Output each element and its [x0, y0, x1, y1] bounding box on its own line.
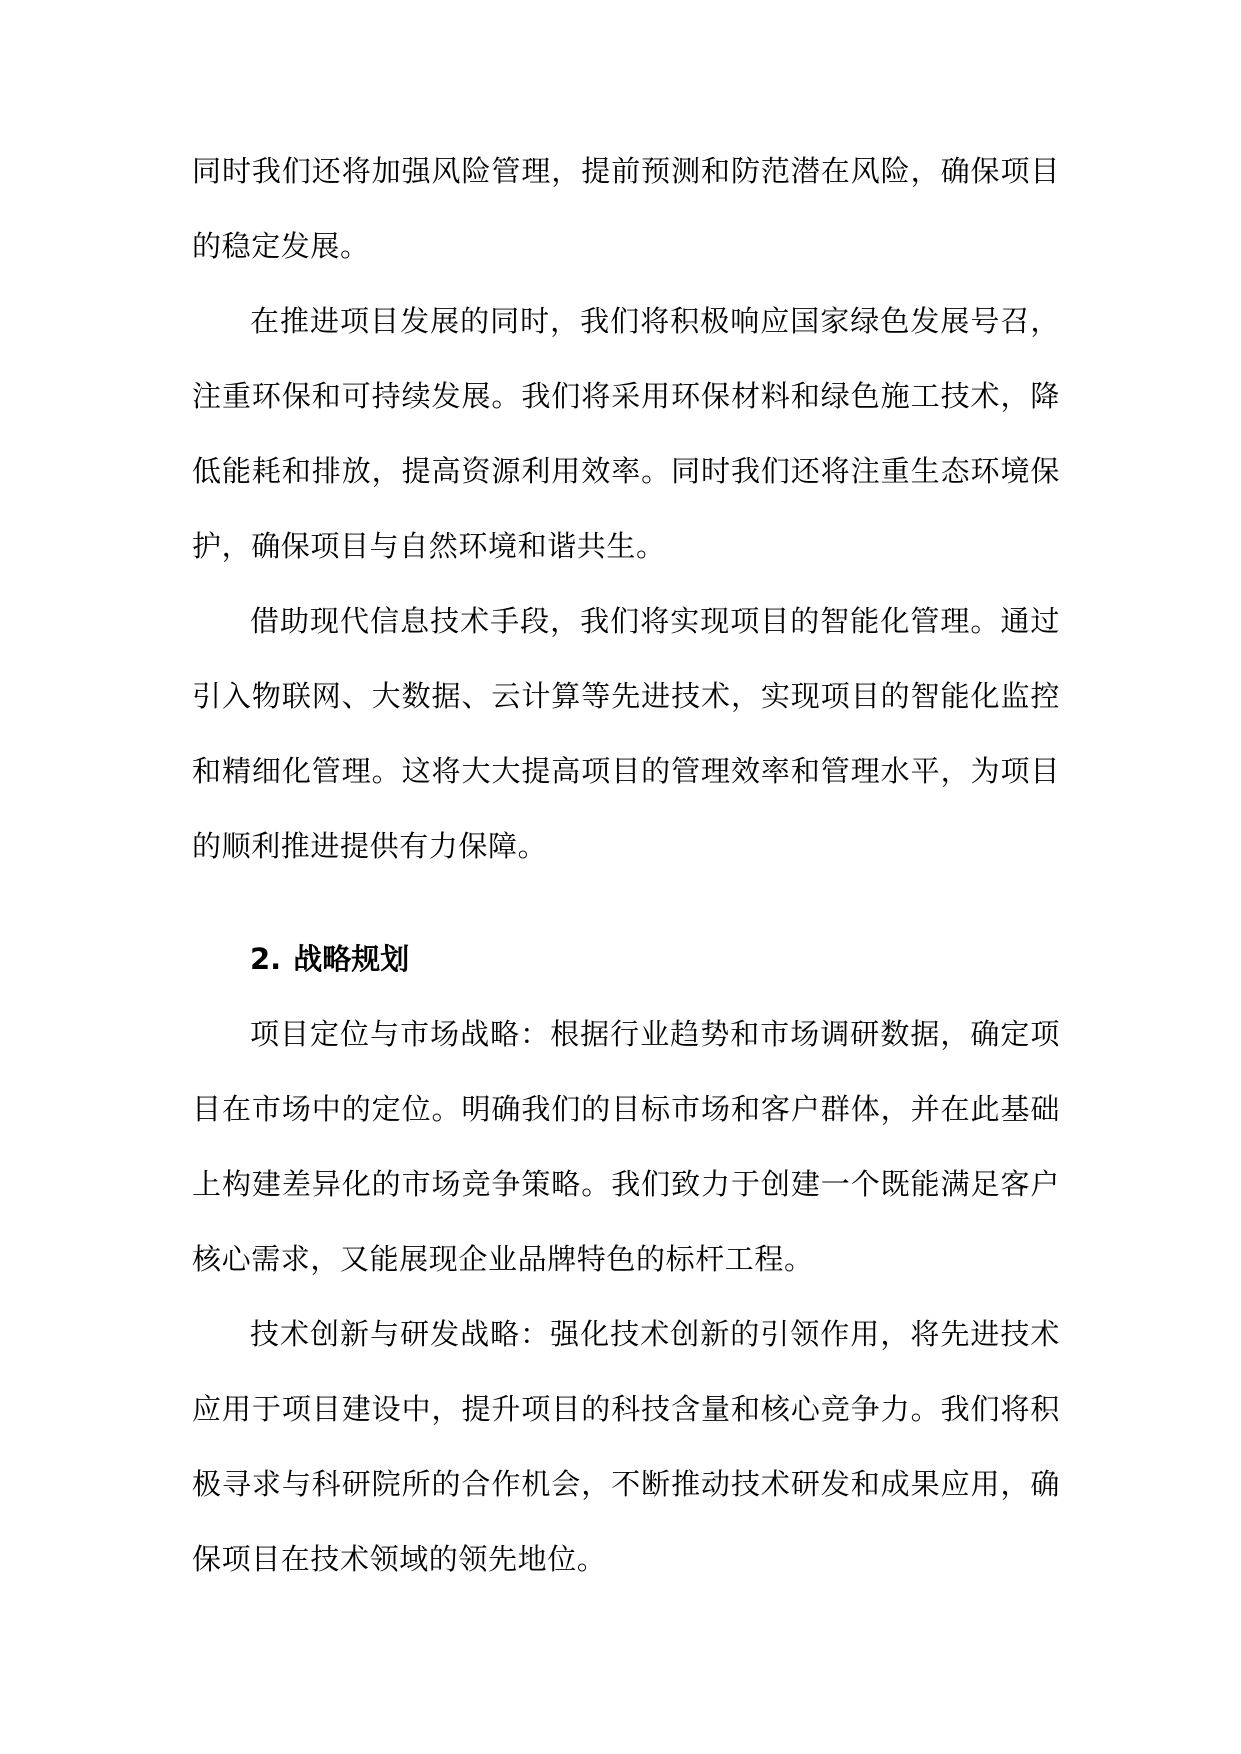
- paragraph-market-strategy: 项目定位与市场战略：根据行业趋势和市场调研数据，确定项目在市场中的定位。明确我们的目标市场和客户群体，并在此基础上构建差异化的市场竞争策略。我们致力于创建一个既能满足客户核心需求，又能展现企业品牌特色的标杆工程。: [192, 1017, 1060, 1276]
- paragraph-green-development: 在推进项目发展的同时，我们将积极响应国家绿色发展号召，注重环保和可持续发展。我们将采用环保材料和绿色施工技术，降低能耗和排放，提高资源利用效率。同时我们还将注重生态环境保护，确保项目与自然环境和谐共生。: [192, 304, 1060, 563]
- section-heading: [192, 922, 1060, 997]
- paragraph-risk-management: 同时我们还将加强风险管理，提前预测和防范潜在风险，确保项目的稳定发展。: [192, 154, 1060, 263]
- paragraph-smart-management: 借助现代信息技术手段，我们将实现项目的智能化管理。通过引入物联网、大数据、云计算等先进技术，实现项目的智能化监控和精细化管理。这将大大提高项目的管理效率和管理水平，为项目的顺利推进提供有力保障。: [192, 604, 1060, 863]
- document-page: [192, 134, 1060, 1597]
- paragraph-tech-strategy: 技术创新与研发战略：强化技术创新的引领作用，将先进技术应用于项目建设中，提升项目的科技含量和核心竞争力。我们将积极寻求与科研院所的合作机会，不断推动技术研发和成果应用，确保项目在技术领域的领先地位。: [192, 1317, 1060, 1576]
- section-number: 2.: [250, 942, 282, 976]
- section-title: 战略规划: [293, 942, 410, 976]
